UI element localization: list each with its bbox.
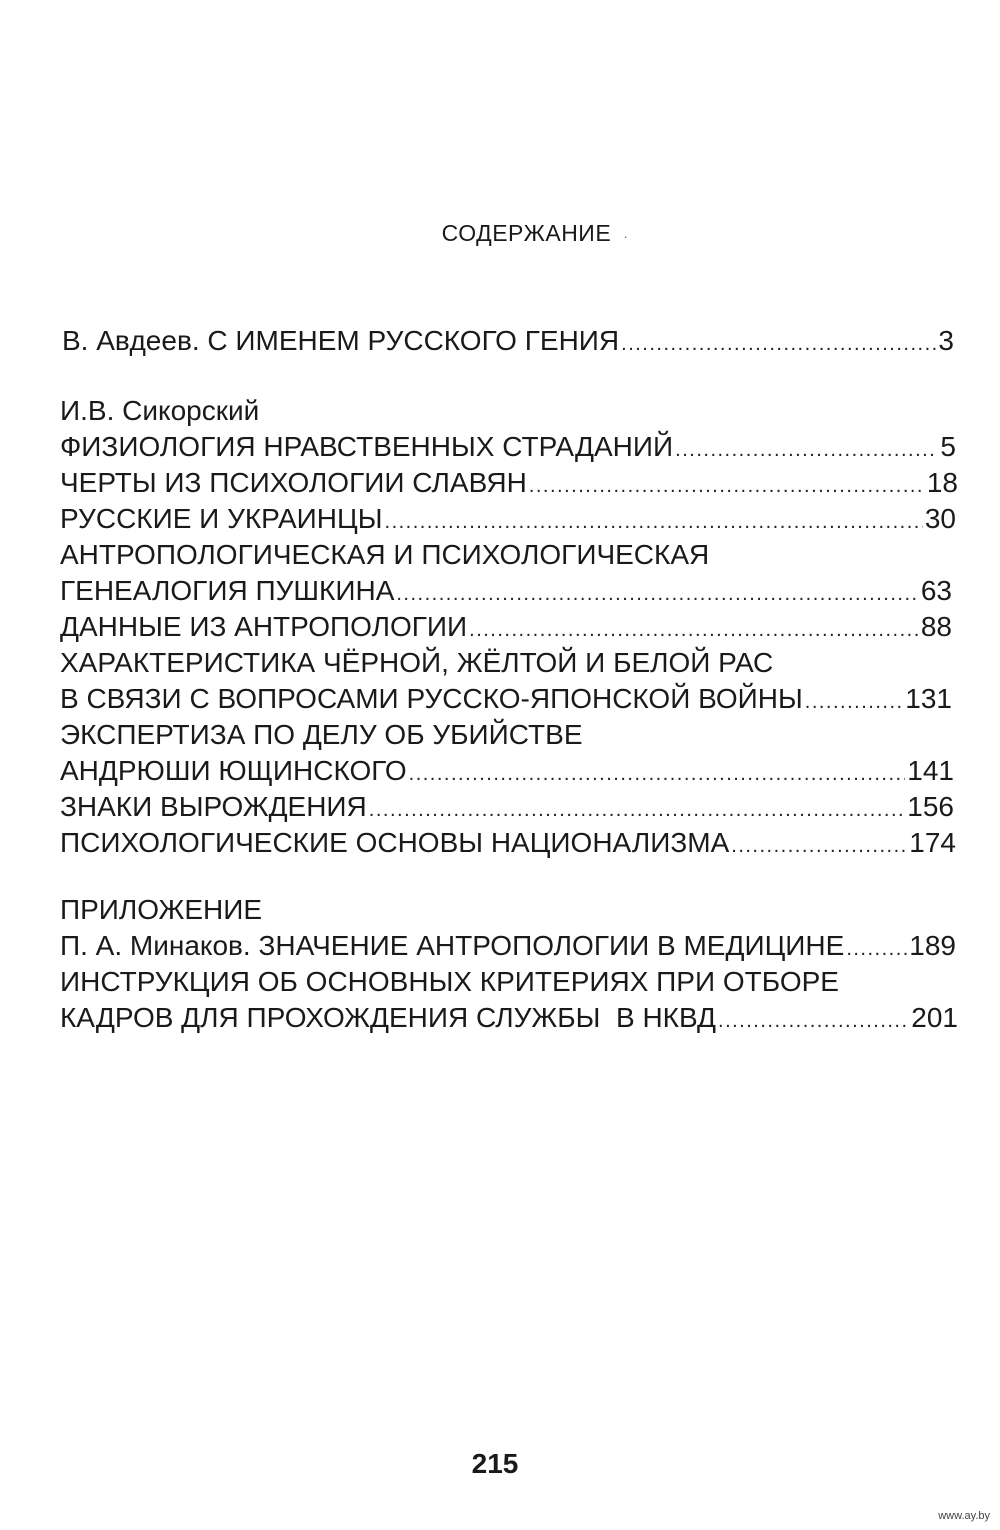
toc-page-number: 141 — [907, 755, 954, 786]
dot-leader — [529, 468, 925, 504]
dot-leader — [621, 326, 936, 362]
dot-leader — [805, 684, 904, 720]
toc-page-number: 5 — [940, 431, 956, 462]
toc-label: ЗНАКИ ВЫРОЖДЕНИЯ — [60, 791, 367, 822]
dot-leader — [675, 432, 938, 468]
toc-label: В СВЯЗИ С ВОПРОСАМИ РУССКО-ЯПОНСКОЙ ВОЙНЫ — [60, 683, 803, 714]
toc-label: АНДРЮШИ ЮЩИНСКОГО — [60, 755, 407, 786]
toc-row-intro[interactable] — [62, 323, 954, 362]
toc-row[interactable] — [60, 753, 954, 792]
toc-page-number: 156 — [907, 791, 954, 822]
dot-leader — [396, 576, 918, 612]
toc-row[interactable] — [60, 465, 958, 504]
toc-row[interactable] — [60, 825, 956, 864]
toc-label: РУССКИЕ И УКРАИНЦЫ — [60, 503, 383, 534]
toc-page-number: 18 — [926, 467, 958, 498]
toc-row[interactable] — [60, 501, 956, 540]
toc-label-line1: ИНСТРУКЦИЯ ОБ ОСНОВНЫХ КРИТЕРИЯХ ПРИ ОТБОРЕ — [60, 966, 839, 997]
toc-label: ФИЗИОЛОГИЯ НРАВСТВЕННЫХ СТРАДАНИЙ — [60, 431, 674, 462]
toc-page-number: 88 — [920, 611, 952, 642]
dot-leader — [469, 612, 919, 648]
toc-label: ГЕНЕАЛОГИЯ ПУШКИНА — [60, 575, 395, 606]
toc-label: В. Авдеев. С ИМЕНЕМ РУССКОГО ГЕНИЯ — [62, 325, 620, 356]
toc-page-number: 3 — [938, 325, 954, 356]
toc-page-number: 63 — [920, 575, 952, 606]
toc-page-number: 174 — [909, 827, 956, 858]
toc-label: П. А. Минаков. ЗНАЧЕНИЕ АНТРОПОЛОГИИ В МЕДИЦИНЕ — [60, 930, 845, 961]
toc-row[interactable] — [60, 573, 952, 612]
dot-leader — [369, 792, 906, 828]
stray-mark: · — [623, 228, 629, 244]
toc-label: ДАННЫЕ ИЗ АНТРОПОЛОГИИ — [60, 611, 468, 642]
toc-row[interactable] — [60, 609, 952, 648]
toc-page-number: 30 — [924, 503, 956, 534]
toc-row[interactable] — [60, 789, 954, 828]
toc-row[interactable] — [60, 429, 956, 468]
toc-label-line1: ЭКСПЕРТИЗА ПО ДЕЛУ ОБ УБИЙСТВЕ — [60, 719, 583, 750]
toc-row-appendix[interactable] — [60, 928, 956, 967]
dot-leader — [409, 756, 906, 792]
toc-page-number: 189 — [909, 930, 956, 961]
toc-label-line1: ХАРАКТЕРИСТИКА ЧЁРНОЙ, ЖЁЛТОЙ И БЕЛОЙ РАС — [60, 647, 774, 678]
page-title — [0, 220, 1000, 247]
toc-page-number: 201 — [911, 1002, 958, 1033]
toc-label: ЧЕРТЫ ИЗ ПСИХОЛОГИИ СЛАВЯН — [60, 467, 527, 498]
dot-leader — [731, 828, 907, 864]
appendix-heading: ПРИЛОЖЕНИЕ — [60, 894, 263, 925]
dot-leader — [718, 1003, 909, 1039]
toc-row[interactable] — [60, 681, 952, 720]
title-text: СОДЕРЖАНИЕ — [441, 220, 612, 246]
toc-label: КАДРОВ ДЛЯ ПРОХОЖДЕНИЯ СЛУЖБЫ В НКВД — [60, 1002, 717, 1033]
dot-leader — [846, 931, 907, 967]
watermark: www.ay.by — [938, 1510, 990, 1522]
toc-page-number: 131 — [905, 683, 952, 714]
dot-leader — [385, 504, 923, 540]
toc-label-line1: АНТРОПОЛОГИЧЕСКАЯ И ПСИХОЛОГИЧЕСКАЯ — [60, 539, 710, 570]
page-number: 215 — [471, 1448, 519, 1479]
toc-row-appendix[interactable] — [60, 1000, 958, 1039]
author-heading: И.В. Сикорский — [60, 395, 260, 426]
toc-label: ПСИХОЛОГИЧЕСКИЕ ОСНОВЫ НАЦИОНАЛИЗМА — [60, 827, 730, 858]
